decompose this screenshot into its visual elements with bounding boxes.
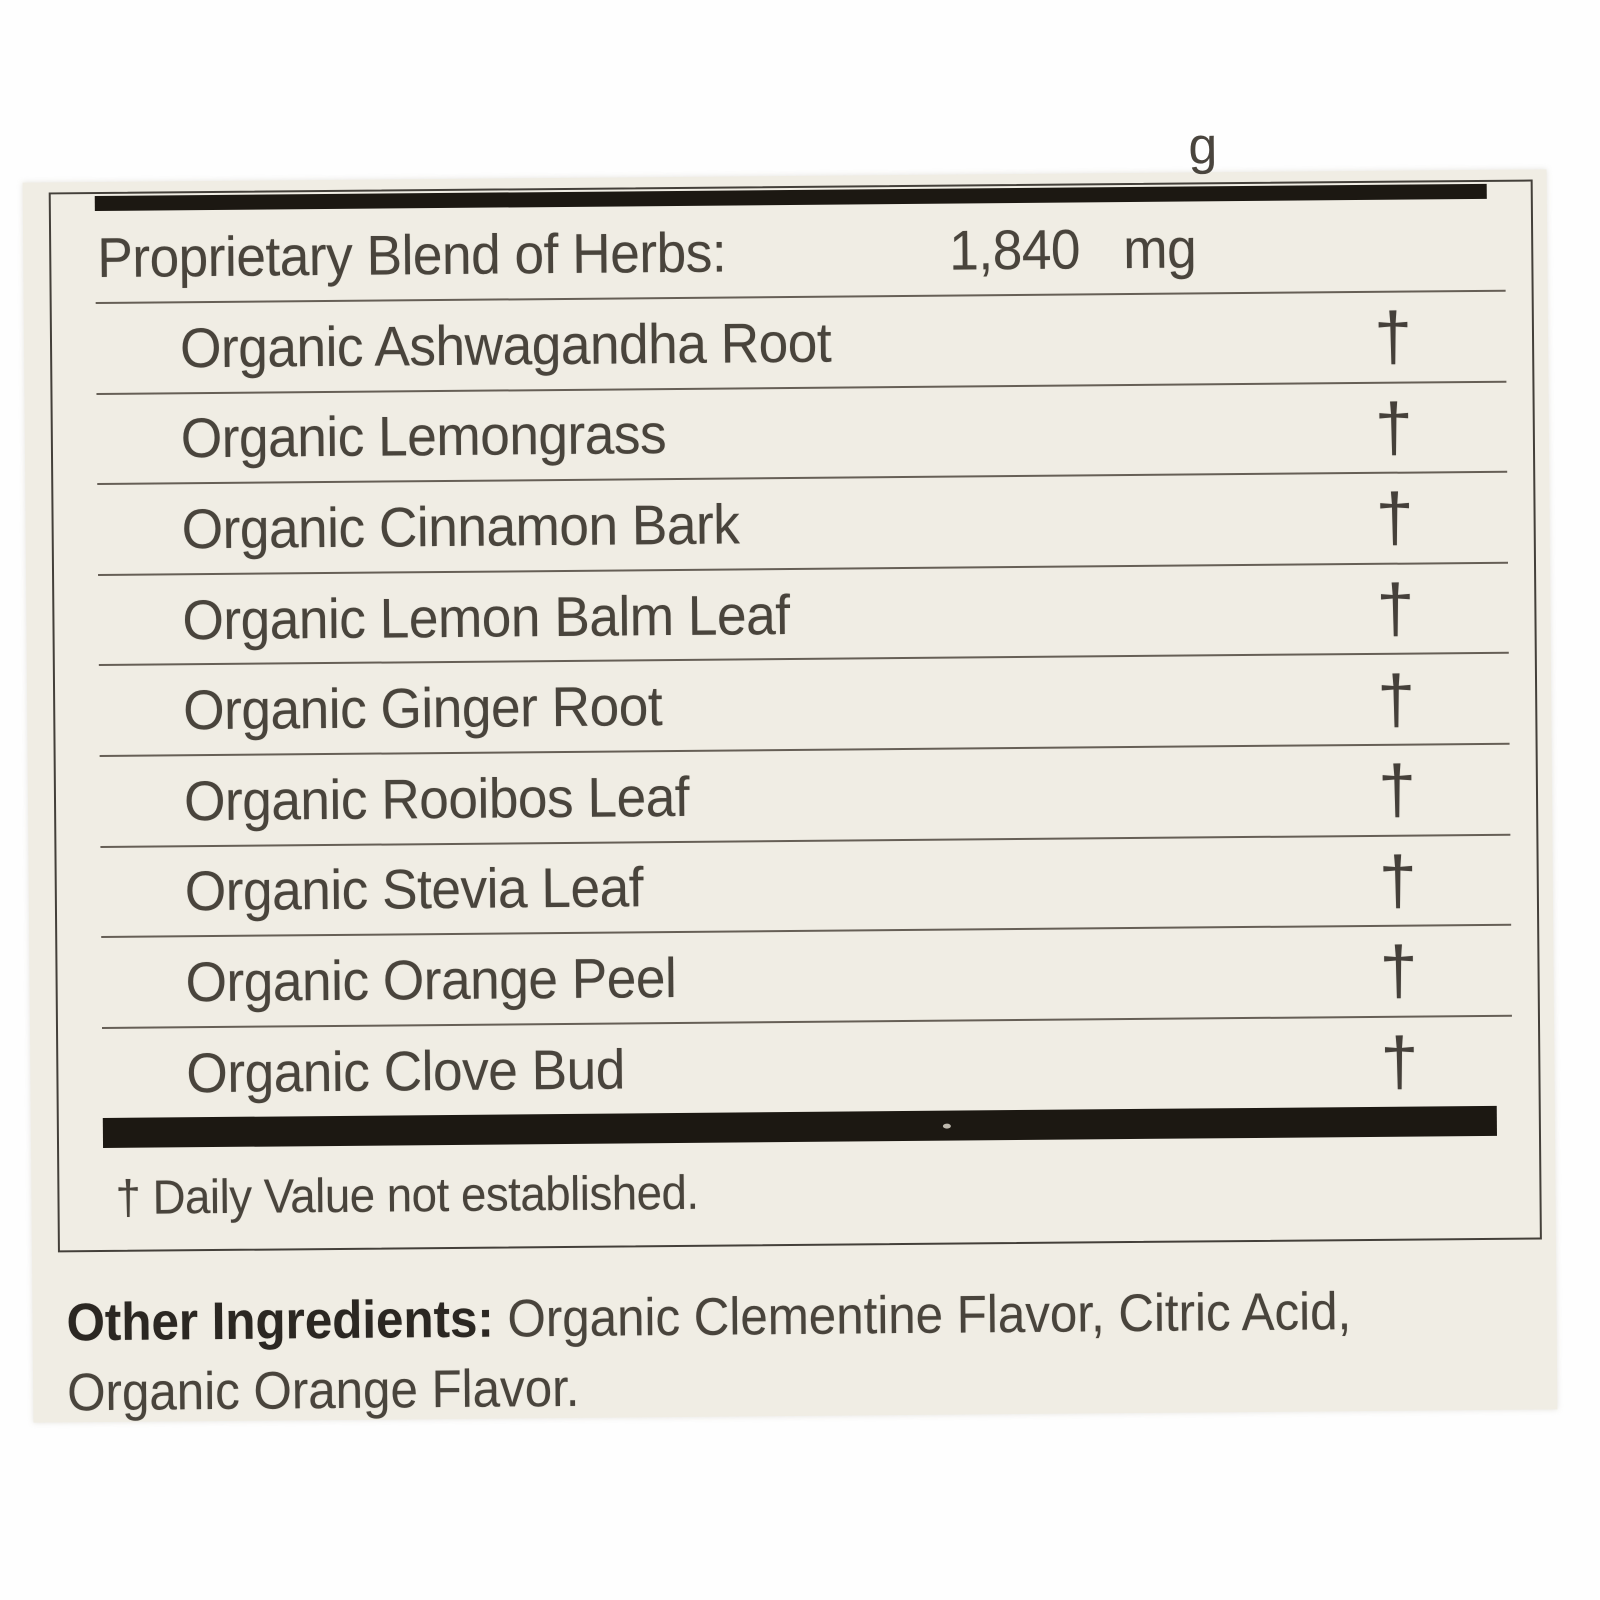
ingredient-name: Organic Ginger Root [182,674,663,742]
ingredient-name: Organic Lemon Balm Leaf [182,582,790,651]
blend-amount-unit: mg [1122,215,1197,280]
ingredient-row [56,834,1537,938]
daily-value-dagger: † [1378,842,1418,919]
blend-amount-value: 1,840 [948,216,1081,282]
ingredient-row [54,562,1535,666]
ingredient-name: Organic Clove Bud [186,1037,626,1104]
blend-header-row [51,199,1532,304]
footnote-text: † Daily Value not established. [115,1166,699,1225]
supplement-label-paper [23,117,1558,1423]
other-ingredients-line1 [66,1276,1448,1358]
ingredient-name: Organic Orange Peel [185,945,677,1014]
ingredient-row [56,743,1537,847]
other-ingredients-text-line2: Organic Orange Flavor. [66,1358,580,1423]
other-ingredients-label: Other Ingredients: [66,1289,495,1353]
daily-value-dagger: † [1380,1023,1419,1100]
daily-value-dagger: † [1373,298,1413,376]
blend-name: Proprietary Blend of Herbs: [96,220,727,289]
daily-value-dagger: † [1377,751,1417,829]
ingredient-name: Organic Stevia Leaf [184,855,644,923]
ingredient-name: Organic Cinnamon Bark [181,492,740,561]
daily-value-dagger: † [1375,480,1414,557]
ingredient-name: Organic Ashwagandha Root [179,310,832,380]
ingredient-row [58,1015,1539,1119]
ingredient-row [53,472,1534,576]
daily-value-dagger: † [1374,389,1414,466]
other-ingredients [66,1276,1448,1428]
ingredient-list [52,291,1539,1119]
ingredient-row [55,653,1536,757]
ingredient-row [57,925,1538,1029]
other-ingredients-text-line1: Organic Clementine Flavor, Citric Acid, [493,1282,1352,1349]
ingredient-name: Organic Rooibos Leaf [183,764,690,833]
supplement-facts-panel [49,179,1542,1252]
ingredient-row [52,291,1533,395]
footnote-row [59,1136,1540,1249]
blend-amount [949,201,1200,295]
daily-value-dagger: † [1377,661,1416,738]
clipped-character-glyph: g [1188,117,1218,176]
ingredient-row [52,381,1533,485]
daily-value-dagger: † [1379,932,1418,1010]
ingredient-name: Organic Lemongrass [180,402,667,470]
daily-value-dagger: † [1376,570,1415,647]
paper-speck [943,1124,951,1129]
other-ingredients-line2 [67,1346,1449,1428]
